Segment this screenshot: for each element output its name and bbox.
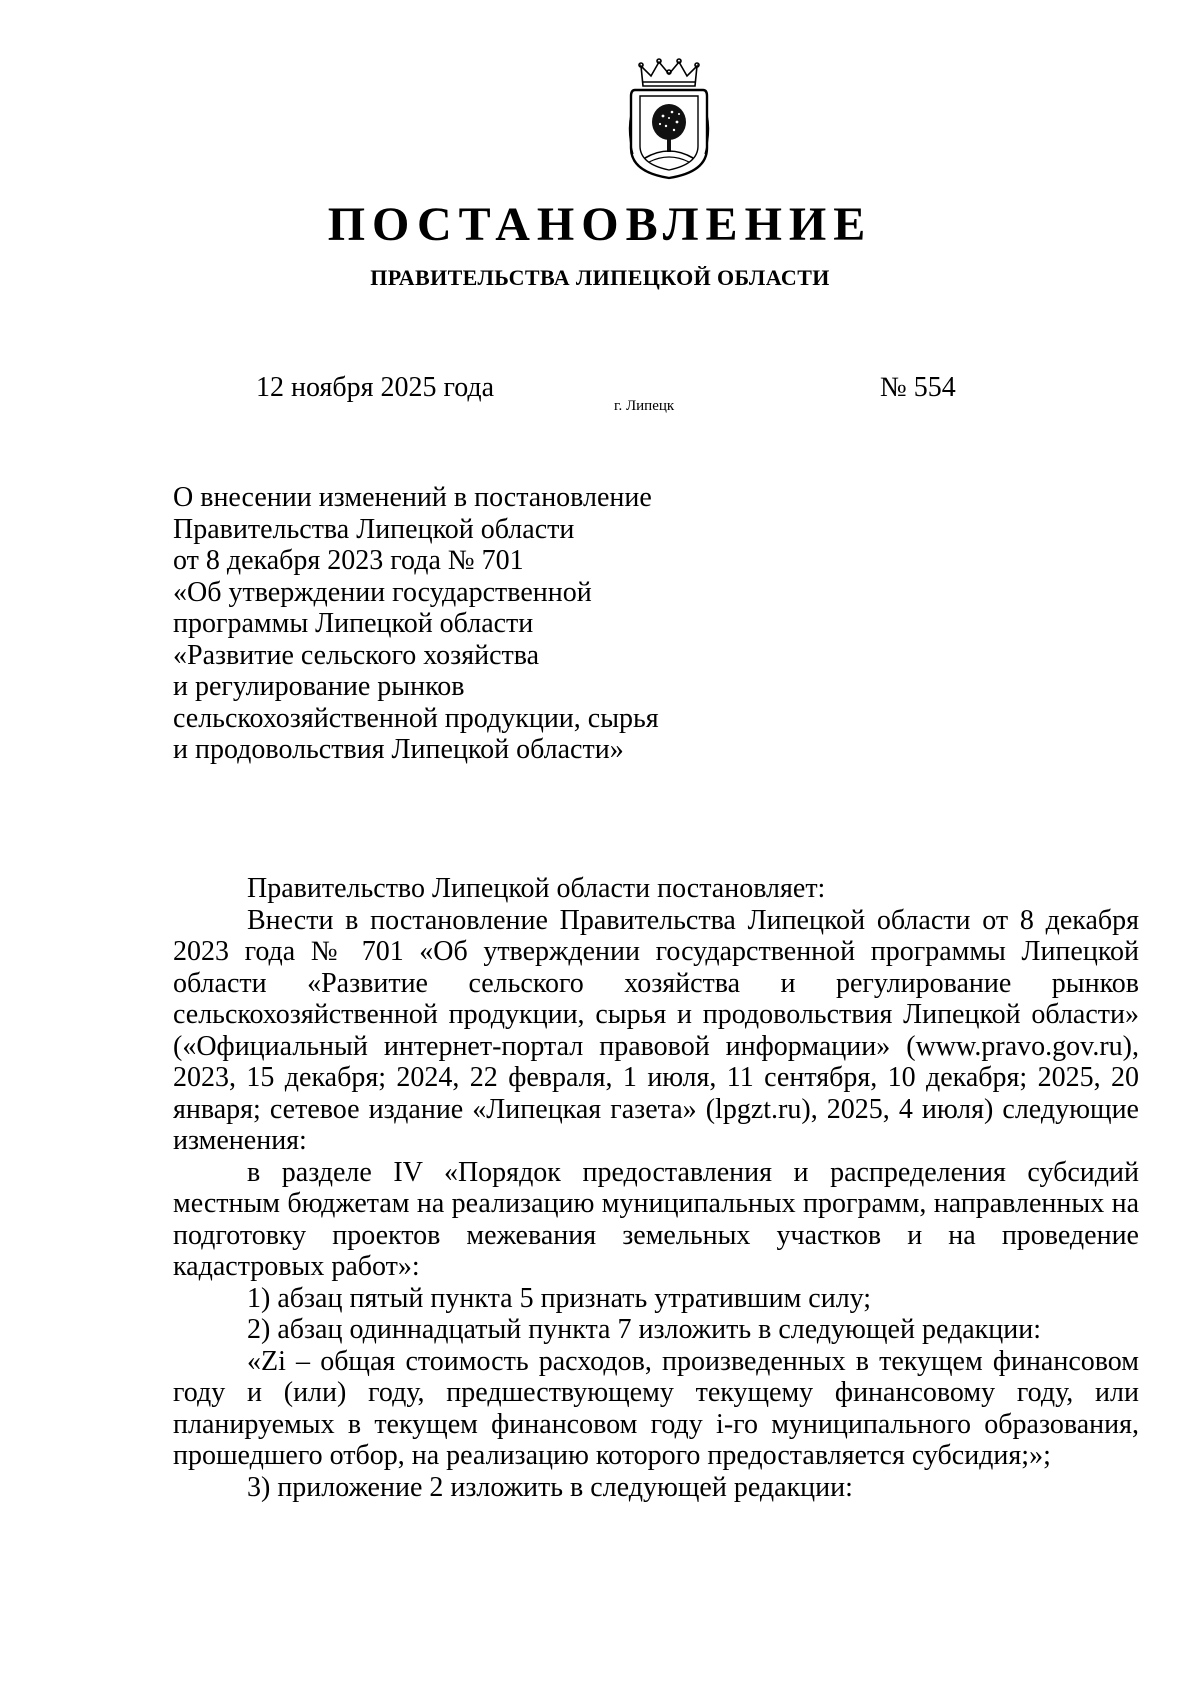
title-line: и продовольствия Липецкой области» <box>173 734 624 765</box>
document-body <box>173 873 1139 1503</box>
title-line: сельскохозяйственной продукции, сырья <box>173 702 659 734</box>
body-paragraph: Внести в постановление Правительства Липецкой области от 8 декабря 2023 года № 701 «Об утверждении государственной программы Липецкой области «Развитие сельского хозяйства и регулирование рынков сельскохозяйственной продукции, сырья и продовольствия Липецкой области» («Официальный интернет-портал правовой информации» (www.pravo.gov.ru), 2023, 15 декабря; 2024, 22 февраля, 1 июля, 11 сентября, 10 декабря; 2025, 20 января; сетевое издание «Липецкая газета» (lpgzt.ru), 2025, 4 июля) следующие изменения: <box>173 904 1139 1156</box>
coat-of-arms-icon <box>627 56 712 180</box>
body-paragraph: в разделе IV «Порядок предоставления и распределения субсидий местным бюджетам на реализацию муниципальных программ, направленных на подготовку проектов межевания земельных участков и на проведение кадастровых работ»: <box>173 1156 1139 1282</box>
body-paragraph: 2) абзац одиннадцатый пункта 7 изложить в следующей редакции: <box>247 1314 1042 1345</box>
title-line: и регулирование рынков <box>173 671 465 702</box>
document-title <box>173 482 733 766</box>
body-paragraph: 3) приложение 2 изложить в следующей редакции: <box>247 1471 853 1503</box>
document-city: г. Липецк <box>614 398 675 414</box>
document-date: 12 ноября 2025 года <box>256 372 495 403</box>
issuer-heading: ПРАВИТЕЛЬСТВА ЛИПЕЦКОЙ ОБЛАСТИ <box>370 265 830 290</box>
body-paragraph: 1) абзац пятый пункта 5 признать утратившим силу; <box>247 1282 872 1314</box>
title-line: О внесении изменений в постановление <box>173 482 652 513</box>
document-number: № 554 <box>880 372 956 403</box>
title-line: программы Липецкой области <box>173 608 534 639</box>
title-line: «Развитие сельского хозяйства <box>173 639 540 671</box>
title-line: «Об утверждении государственной <box>173 576 592 608</box>
document-type-heading: ПОСТАНОВЛЕНИЕ <box>327 198 873 251</box>
title-line: от 8 декабря 2023 года № 701 <box>173 545 524 576</box>
title-line: Правительства Липецкой области <box>173 513 575 545</box>
preamble-paragraph: Правительство Липецкой области постановляет: <box>247 873 826 904</box>
body-paragraph: «Zi – общая стоимость расходов, произведенных в текущем финансовом году и (или) году, предшествующему текущему финансовому году, или планируемых в текущем финансовом году i-го муниципального образования, прошедшего отбор, на реализацию которого предоставляется субсидия;»; <box>173 1345 1139 1471</box>
